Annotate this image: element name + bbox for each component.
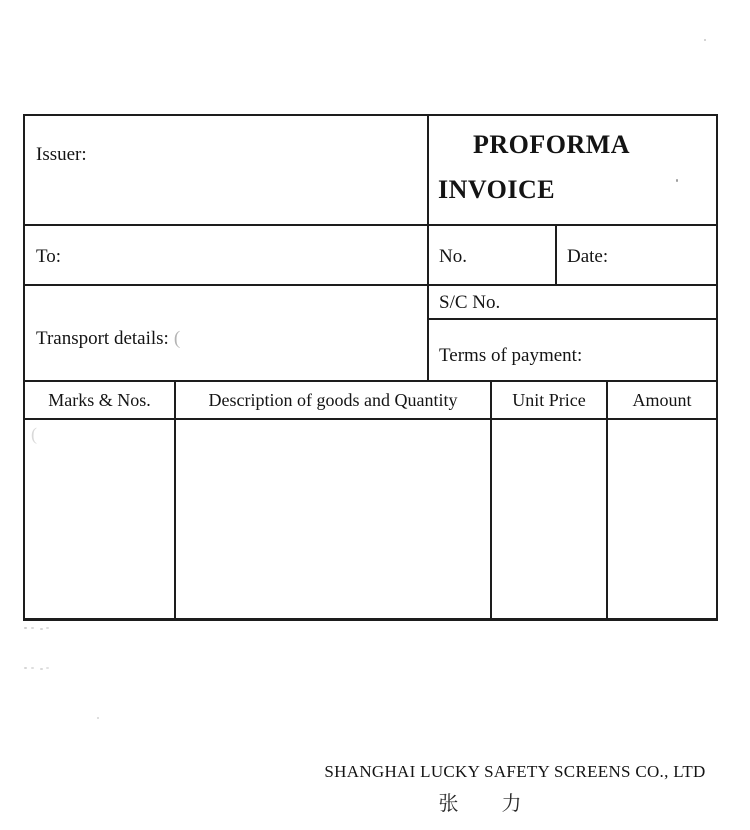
title-proforma: PROFORMA bbox=[472, 130, 631, 159]
body-cell-description bbox=[176, 420, 492, 618]
issuer-label: Issuer: bbox=[36, 144, 87, 165]
company-name: SHANGHAI LUCKY SAFETY SCREENS CO., LTD bbox=[324, 762, 706, 781]
column-header-marks-nos bbox=[25, 382, 176, 420]
sc-no-label: S/C No. bbox=[439, 292, 501, 313]
column-header-unit-price bbox=[492, 382, 608, 420]
faint-paren-mark: ( bbox=[173, 328, 181, 349]
signature-name bbox=[300, 787, 660, 816]
body-cell-unit-price bbox=[492, 420, 608, 618]
title-invoice: INVOICE bbox=[438, 174, 556, 204]
scan-speck bbox=[676, 179, 678, 182]
scan-speck bbox=[31, 627, 34, 629]
column-header-marks-nos-label: Marks & Nos. bbox=[48, 389, 151, 410]
column-header-unit-price-label: Unit Price bbox=[512, 389, 586, 410]
date-label: Date: bbox=[567, 246, 609, 267]
scan-speck bbox=[40, 668, 43, 670]
column-header-amount-label: Amount bbox=[632, 389, 692, 410]
terms-of-payment-label: Terms of payment: bbox=[439, 345, 583, 366]
scan-speck bbox=[46, 627, 49, 629]
scan-speck bbox=[40, 628, 43, 630]
column-header-description-label: Description of goods and Quantity bbox=[208, 389, 458, 410]
invoice-title-cell bbox=[429, 116, 716, 226]
transport-details-cell bbox=[25, 286, 429, 382]
transport-details-label: Transport details: bbox=[36, 328, 169, 349]
faint-paren-mark: ( bbox=[31, 424, 37, 444]
to-label: To: bbox=[36, 246, 62, 267]
to-cell bbox=[25, 226, 429, 286]
column-header-amount bbox=[608, 382, 716, 420]
scan-speck bbox=[704, 39, 706, 41]
no-cell bbox=[429, 226, 557, 286]
scan-speck bbox=[97, 717, 99, 719]
issuer-cell bbox=[25, 116, 429, 226]
terms-of-payment-cell bbox=[429, 320, 716, 382]
scan-speck bbox=[46, 667, 49, 669]
date-cell bbox=[557, 226, 716, 286]
body-cell-marks-nos bbox=[25, 420, 176, 618]
signature-char: 张 bbox=[438, 793, 459, 815]
body-cell-amount bbox=[608, 420, 716, 618]
scan-speck bbox=[31, 667, 34, 669]
no-label: No. bbox=[439, 246, 467, 267]
proforma-invoice-form-table bbox=[23, 114, 718, 621]
sc-no-cell bbox=[429, 286, 716, 320]
column-header-description bbox=[176, 382, 492, 420]
scan-speck bbox=[24, 627, 27, 629]
scan-speck bbox=[24, 667, 27, 669]
signature-char: 力 bbox=[501, 793, 522, 815]
